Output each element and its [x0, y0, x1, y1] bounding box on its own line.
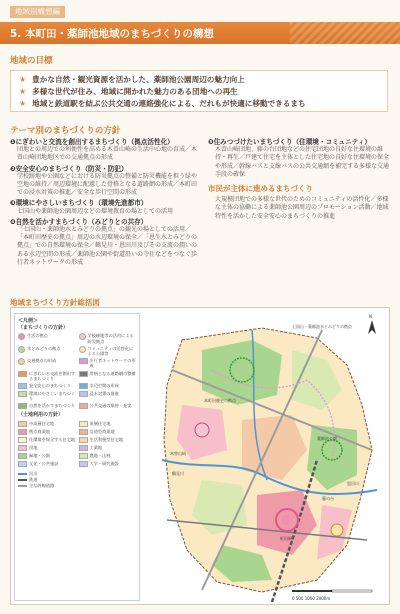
legend-label: コミュニティの活性化による公園等 [87, 345, 134, 357]
legend-swatch [79, 429, 88, 435]
community-hub [331, 524, 343, 536]
legend-zone [18, 421, 76, 427]
legend-item [18, 403, 76, 409]
legend-swatch [79, 333, 86, 340]
goal-text: 多様な世代が住み、地域に開かれた魅力のある団地への再生 [32, 87, 238, 96]
goal-line [19, 86, 379, 98]
legend-swatch [18, 437, 27, 443]
policy-item-body: 「七国山・薬師池水とみどりの拠点」の観光の場としての活用／「本町田歴史の拠点」周辺の水辺環境の保全／「恩生水とみどりの拠点」での自然環境の保全／鶴見川・恩田川及びその支流の潤いのある水辺空間の形成／薬師池公園や街道沿いの寺社などをつなぐ歩行者ネットワークの形成 [17, 226, 198, 266]
legend-swatch [79, 371, 88, 377]
legend-item [18, 346, 76, 356]
legend-swatch [79, 403, 88, 409]
legend-label: 緑地・公園 [29, 452, 50, 458]
legend-label: 環境にやさしいまちづくり [29, 391, 76, 402]
legend-label: 拠点商業地 [29, 428, 50, 434]
legend-policy-list [18, 333, 136, 409]
map-label: 木曽山崎 [170, 451, 186, 456]
legend-zone [79, 421, 137, 427]
legend-zone [79, 437, 137, 443]
legend-item [79, 333, 137, 343]
legend-swatch [18, 383, 27, 389]
legend-label: 浸水対策の推進 [89, 391, 119, 397]
citizen-body: 大規模団地での多様な世代のためのコミュニティの活性化／多様な主体の協働による薬師池公園周辺のプロモーション活動／地域特性を活かした安全安心のまちづくりの推進 [215, 196, 389, 220]
map-label: 薬師池公園 [317, 436, 337, 441]
legend-label: 安全安心のまちづくり [29, 383, 71, 389]
legend-swatch [18, 371, 27, 377]
legend-item [79, 371, 137, 381]
legend-label: 水とみどりの拠点 [27, 345, 61, 351]
legend-label: 工業地 [89, 444, 103, 450]
legend-label: 鉄道 [29, 476, 38, 482]
legend-item [18, 358, 76, 368]
legend-swatch [18, 333, 25, 340]
legend-item [79, 383, 137, 389]
map-label: 町田駅 [280, 536, 292, 541]
legend-label: 歩行者ネットワークの形成 [89, 358, 136, 369]
legend-item [79, 358, 137, 368]
policy-map [142, 310, 388, 602]
policy-item-body: 木曽山崎団地、藤の台団地などの住宅団地の良好な住環境の維持・再生／戸建て住宅を主体とした住宅地の良好な住環境の保全や形成／幹線バスと支線バスの公共交通網を補完する多様な交通手段の確保 [215, 146, 390, 178]
legend-label: 生活利便型住宅地 [89, 436, 124, 442]
legend-item [18, 383, 76, 389]
map-label: 本町田歴史の拠点 [204, 398, 236, 403]
legend-subheading: （土地利用の方針） [18, 412, 64, 419]
legend-line-swatch [18, 485, 27, 487]
legend-label: 学校跡地等の活用による防災拠点 [87, 333, 134, 344]
legend-label: 農地・山林 [89, 452, 111, 458]
policy-left-column [10, 136, 200, 267]
legend-label: 交通拠点の形成 [27, 358, 57, 364]
legend-swatch [18, 403, 27, 409]
legend-label: 沿道型商業地 [89, 428, 115, 434]
policy-item-body: 団地との周辺での利便性を高める木曽山崎の生活中心地の育成／木曽山崎団地地区での交通拠点の形成 [17, 146, 198, 162]
legend-label: 水辺空間の形成 [89, 383, 119, 389]
legend-swatch [79, 391, 88, 397]
legend-label: 公共交通の維持・充実 [89, 403, 132, 409]
goal-line [19, 74, 379, 86]
legend-label: 骨格となる道路網の整備 [89, 370, 136, 376]
map-label: 七国山・薬師池水とみどりの拠点 [292, 324, 352, 329]
page-header [0, 22, 400, 44]
goal-line [19, 98, 379, 110]
legend-swatch [79, 383, 88, 389]
legend-zone-list [18, 421, 136, 467]
legend-swatch [18, 358, 25, 365]
legend-swatch [18, 346, 25, 353]
life-hub-core [282, 515, 292, 525]
legend-label: 生活の拠点 [27, 333, 48, 339]
legend-zone [79, 429, 137, 435]
legend-zone [18, 437, 76, 443]
legend-item [18, 371, 76, 381]
legend-line-item [18, 483, 136, 488]
goal-heading: 地域の目標 [10, 56, 53, 66]
map-label: 鶴見川 [172, 471, 184, 476]
legend-item [18, 391, 76, 401]
legend-swatch [79, 461, 88, 467]
citizen-heading: 市民が主体に進めるまちづくり [208, 184, 313, 194]
legend-swatch [79, 445, 88, 451]
legend-swatch [18, 421, 27, 427]
disaster-hub [195, 423, 209, 437]
legend-footer [18, 471, 136, 489]
legend-label: 自然を活かすまちづくり [29, 403, 76, 409]
legend-swatch [79, 358, 88, 364]
map-label: 藤の台 [322, 496, 334, 501]
star-icon: ★ [19, 75, 27, 84]
legend-swatch [18, 429, 27, 435]
legend-label: にぎわいと交流を創出するまちづくり [29, 370, 76, 381]
goal-text: 地域と鉄道駅を結ぶ公共交通の連絡強化による、だれもが快適に移動できるまち [32, 99, 306, 108]
legend-line-item [18, 471, 136, 476]
legend-swatch [79, 421, 88, 427]
legend-zone [79, 453, 137, 459]
map-legend [14, 313, 140, 601]
legend-zone [79, 461, 137, 467]
legend-zone [18, 445, 76, 451]
header-stripe [290, 22, 400, 44]
legend-line-swatch [18, 479, 27, 481]
legend-line-item [18, 477, 136, 482]
legend-subheading: （まちづくりの方針） [18, 325, 68, 332]
star-icon: ★ [19, 99, 27, 108]
section-tag: 地域別構想編 [10, 6, 65, 18]
legend-swatch [18, 445, 27, 451]
legend-swatch [79, 453, 88, 459]
star-icon: ★ [19, 87, 27, 96]
goal-text: 豊かな自然・観光資源を活かした、薬師池公園周辺の魅力向上 [32, 75, 245, 84]
legend-label: 大学・研究施設 [89, 460, 119, 466]
legend-line-swatch [18, 473, 27, 475]
legend-zone [18, 453, 76, 459]
legend-item [18, 333, 76, 343]
legend-label: 住環境を保全する住宅地 [29, 436, 76, 442]
policy-item-title: ❹自然を活かすまちづくり（みどりとの共存） [10, 217, 148, 226]
svg-text:0 500 1000 2000m: 0 500 1000 2000m [292, 596, 331, 601]
legend-zone [18, 429, 76, 435]
legend-item [79, 391, 137, 401]
legend-label: 文化・公共施設 [29, 460, 59, 466]
policy-item-title: ❷安全安心のまちづくり（防災・防犯） [10, 164, 128, 173]
svg-text:N: N [369, 314, 372, 319]
policy-item-body: 七国山や薬師池公園周辺などの環境教育の場としての活用 [17, 207, 174, 215]
legend-label: 河川 [29, 470, 38, 476]
map-title: 地域まちづくり方針総括図 [10, 298, 100, 307]
legend-swatch [18, 461, 27, 467]
policy-right-column [208, 136, 390, 221]
page-title: 5. 本町田・薬師池地域のまちづくりの構想 [10, 28, 214, 40]
legend-label: 主な幹線道路 [29, 483, 55, 489]
legend-zone [79, 445, 137, 451]
policy-item-title: ❸環境にやさしいまちづくり（環境先進都市） [10, 199, 148, 208]
policy-item-title: ❶にぎわいと交流を創出するまちづくり（拠点活性化） [10, 138, 174, 146]
legend-label: 低層住宅地 [89, 420, 111, 426]
legend-zone [18, 461, 76, 467]
policy-heading: テーマ別のまちづくりの方針 [10, 126, 121, 136]
legend-item [79, 346, 137, 356]
legend-swatch [79, 346, 86, 353]
legend-swatch [79, 437, 88, 443]
map-label: 恩田川 [347, 481, 359, 486]
goal-box [10, 70, 388, 112]
legend-swatch [18, 453, 27, 459]
policy-item-body: 学校跡地や公園などにおける防災拠点の整備と防災機能を担う緑や空地の維持／周辺環境に配慮した骨格となる道路網の形成／本町田での浸水対策の推進／安全な歩行空間の形成 [17, 172, 198, 197]
legend-label: 中高層住宅地 [29, 420, 55, 426]
legend-heading: ＜凡例＞ [18, 318, 39, 324]
policy-item-title: ❺住みつづけたいまちづくり（住環境・コミュニティ） [208, 138, 371, 146]
legend-item [79, 403, 137, 409]
legend-swatch [18, 391, 27, 397]
legend-label: 団地 [29, 444, 38, 450]
